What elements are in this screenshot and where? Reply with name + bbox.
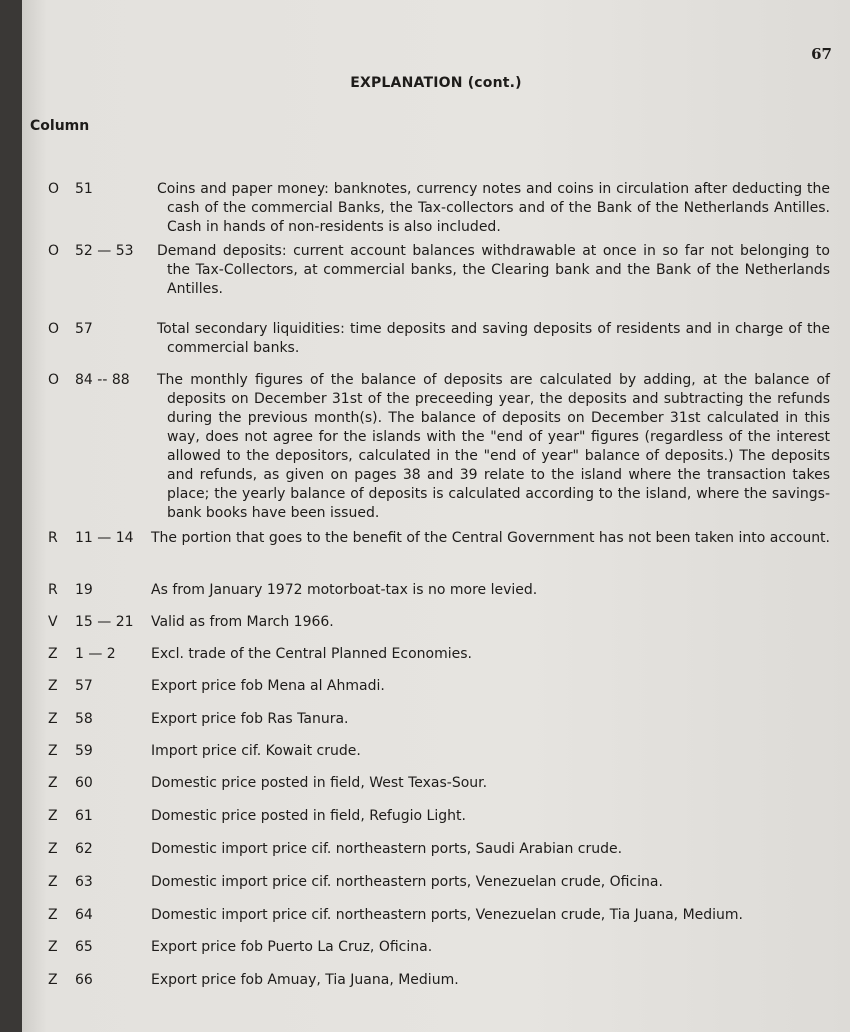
list-item: [48, 938, 830, 957]
entry-column-number: 60: [75, 775, 93, 791]
entry-column-number: 19: [75, 582, 93, 598]
entry-letter: Z: [48, 841, 58, 857]
entry-column-number: 15 — 21: [75, 614, 134, 630]
entry-column-number: 65: [75, 939, 93, 955]
entry-letter: Z: [48, 939, 58, 955]
entry-column-number: 57: [75, 321, 93, 337]
page-title: EXPLANATION (cont.): [350, 75, 522, 91]
entry-letter: O: [48, 372, 60, 388]
list-item: [48, 645, 830, 664]
list-item: [48, 242, 830, 299]
entry-letter: O: [48, 181, 60, 197]
entry-letter: Z: [48, 808, 58, 824]
entry-letter: Z: [48, 646, 58, 662]
list-item: [48, 971, 830, 990]
entry-letter: Z: [48, 775, 58, 791]
entry-letter: R: [48, 530, 58, 546]
entry-letter: V: [48, 614, 58, 630]
list-item: [48, 180, 830, 237]
list-item: [48, 581, 830, 600]
entry-text: Domestic import price cif. northeastern ports, Venezuelan crude, Oficina.: [151, 874, 663, 890]
entry-column-number: 66: [75, 972, 93, 988]
entry-letter: Z: [48, 743, 58, 759]
entry-text: Domestic import price cif. northeastern ports, Venezuelan crude, Tia Juana, Medium.: [151, 907, 743, 923]
entry-text: Domestic price posted in field, Refugio Light.: [151, 808, 466, 824]
list-item: [48, 840, 830, 859]
document-page: [22, 0, 850, 1032]
entry-text: Import price cif. Kowait crude.: [151, 743, 361, 759]
list-item: [48, 529, 830, 548]
list-item: [48, 320, 830, 358]
list-item: [48, 807, 830, 826]
page-number: 67: [811, 45, 832, 63]
list-item: [48, 774, 830, 793]
entry-column-number: 52 — 53: [75, 243, 134, 259]
entry-column-number: 59: [75, 743, 93, 759]
entry-column-number: 51: [75, 181, 93, 197]
entry-text: The monthly figures of the balance of deposits are calculated by adding, at the balance of deposits on December 31st of the preceeding year, the deposits and subtracting the refunds during the previous month(s). The balance of deposits on December 31st calculated in this way, does not agree for the islands with the "end of year" figures (regardless of the interest allowed to the depositors, calculated in the "end of year" balance of deposits.) The deposits and refunds, as given on pages 38 and 39 relate to the island where the transaction takes place; the yearly balance of deposits is calculated according to the island, where the savings-bank books have been issued.: [157, 372, 830, 521]
entry-text: Total secondary liquidities: time deposits and saving deposits of residents and in charge of the commercial banks.: [157, 321, 830, 356]
entry-text: Demand deposits: current account balances withdrawable at once in so far not belonging to the Tax-Collectors, at commercial banks, the Clearing bank and the Bank of the Netherlands Antilles.: [157, 243, 830, 297]
entry-column-number: 1 — 2: [75, 646, 116, 662]
entry-text: As from January 1972 motorboat-tax is no more levied.: [151, 582, 538, 598]
list-item: [48, 742, 830, 761]
entry-letter: Z: [48, 972, 58, 988]
entry-text: Export price fob Puerto La Cruz, Oficina.: [151, 939, 433, 955]
entry-letter: Z: [48, 678, 58, 694]
entry-text: The portion that goes to the benefit of the Central Government has not been taken into account.: [151, 530, 830, 546]
entry-text: Export price fob Mena al Ahmadi.: [151, 678, 385, 694]
entry-letter: R: [48, 582, 58, 598]
list-item: [48, 906, 830, 925]
entry-text: Valid as from March 1966.: [151, 614, 334, 630]
entry-text: Coins and paper money: banknotes, currency notes and coins in circulation after deducting the cash of the commercial Banks, the Tax-collectors and of the Bank of the Netherlands Antilles. Cash in hands of non-residents is also included.: [157, 181, 830, 235]
column-heading: Column: [30, 118, 90, 134]
entry-column-number: 62: [75, 841, 93, 857]
list-item: [48, 371, 830, 523]
list-item: [48, 873, 830, 892]
entry-column-number: 58: [75, 711, 93, 727]
entry-column-number: 63: [75, 874, 93, 890]
entry-letter: Z: [48, 907, 58, 923]
list-item: [48, 613, 830, 632]
entry-text: Export price fob Ras Tanura.: [151, 711, 349, 727]
entry-letter: O: [48, 243, 60, 259]
entry-text: Domestic import price cif. northeastern ports, Saudi Arabian crude.: [151, 841, 623, 857]
entry-column-number: 11 — 14: [75, 530, 134, 546]
entry-column-number: 61: [75, 808, 93, 824]
entry-column-number: 64: [75, 907, 93, 923]
entry-letter: Z: [48, 874, 58, 890]
list-item: [48, 677, 830, 696]
entry-column-number: 57: [75, 678, 93, 694]
entry-letter: O: [48, 321, 60, 337]
list-item: [48, 710, 830, 729]
entry-text: Excl. trade of the Central Planned Economies.: [151, 646, 472, 662]
entry-text: Export price fob Amuay, Tia Juana, Medium.: [151, 972, 459, 988]
entry-text: Domestic price posted in field, West Texas-Sour.: [151, 775, 488, 791]
entry-column-number: 84 -- 88: [75, 372, 130, 388]
entry-letter: Z: [48, 711, 58, 727]
